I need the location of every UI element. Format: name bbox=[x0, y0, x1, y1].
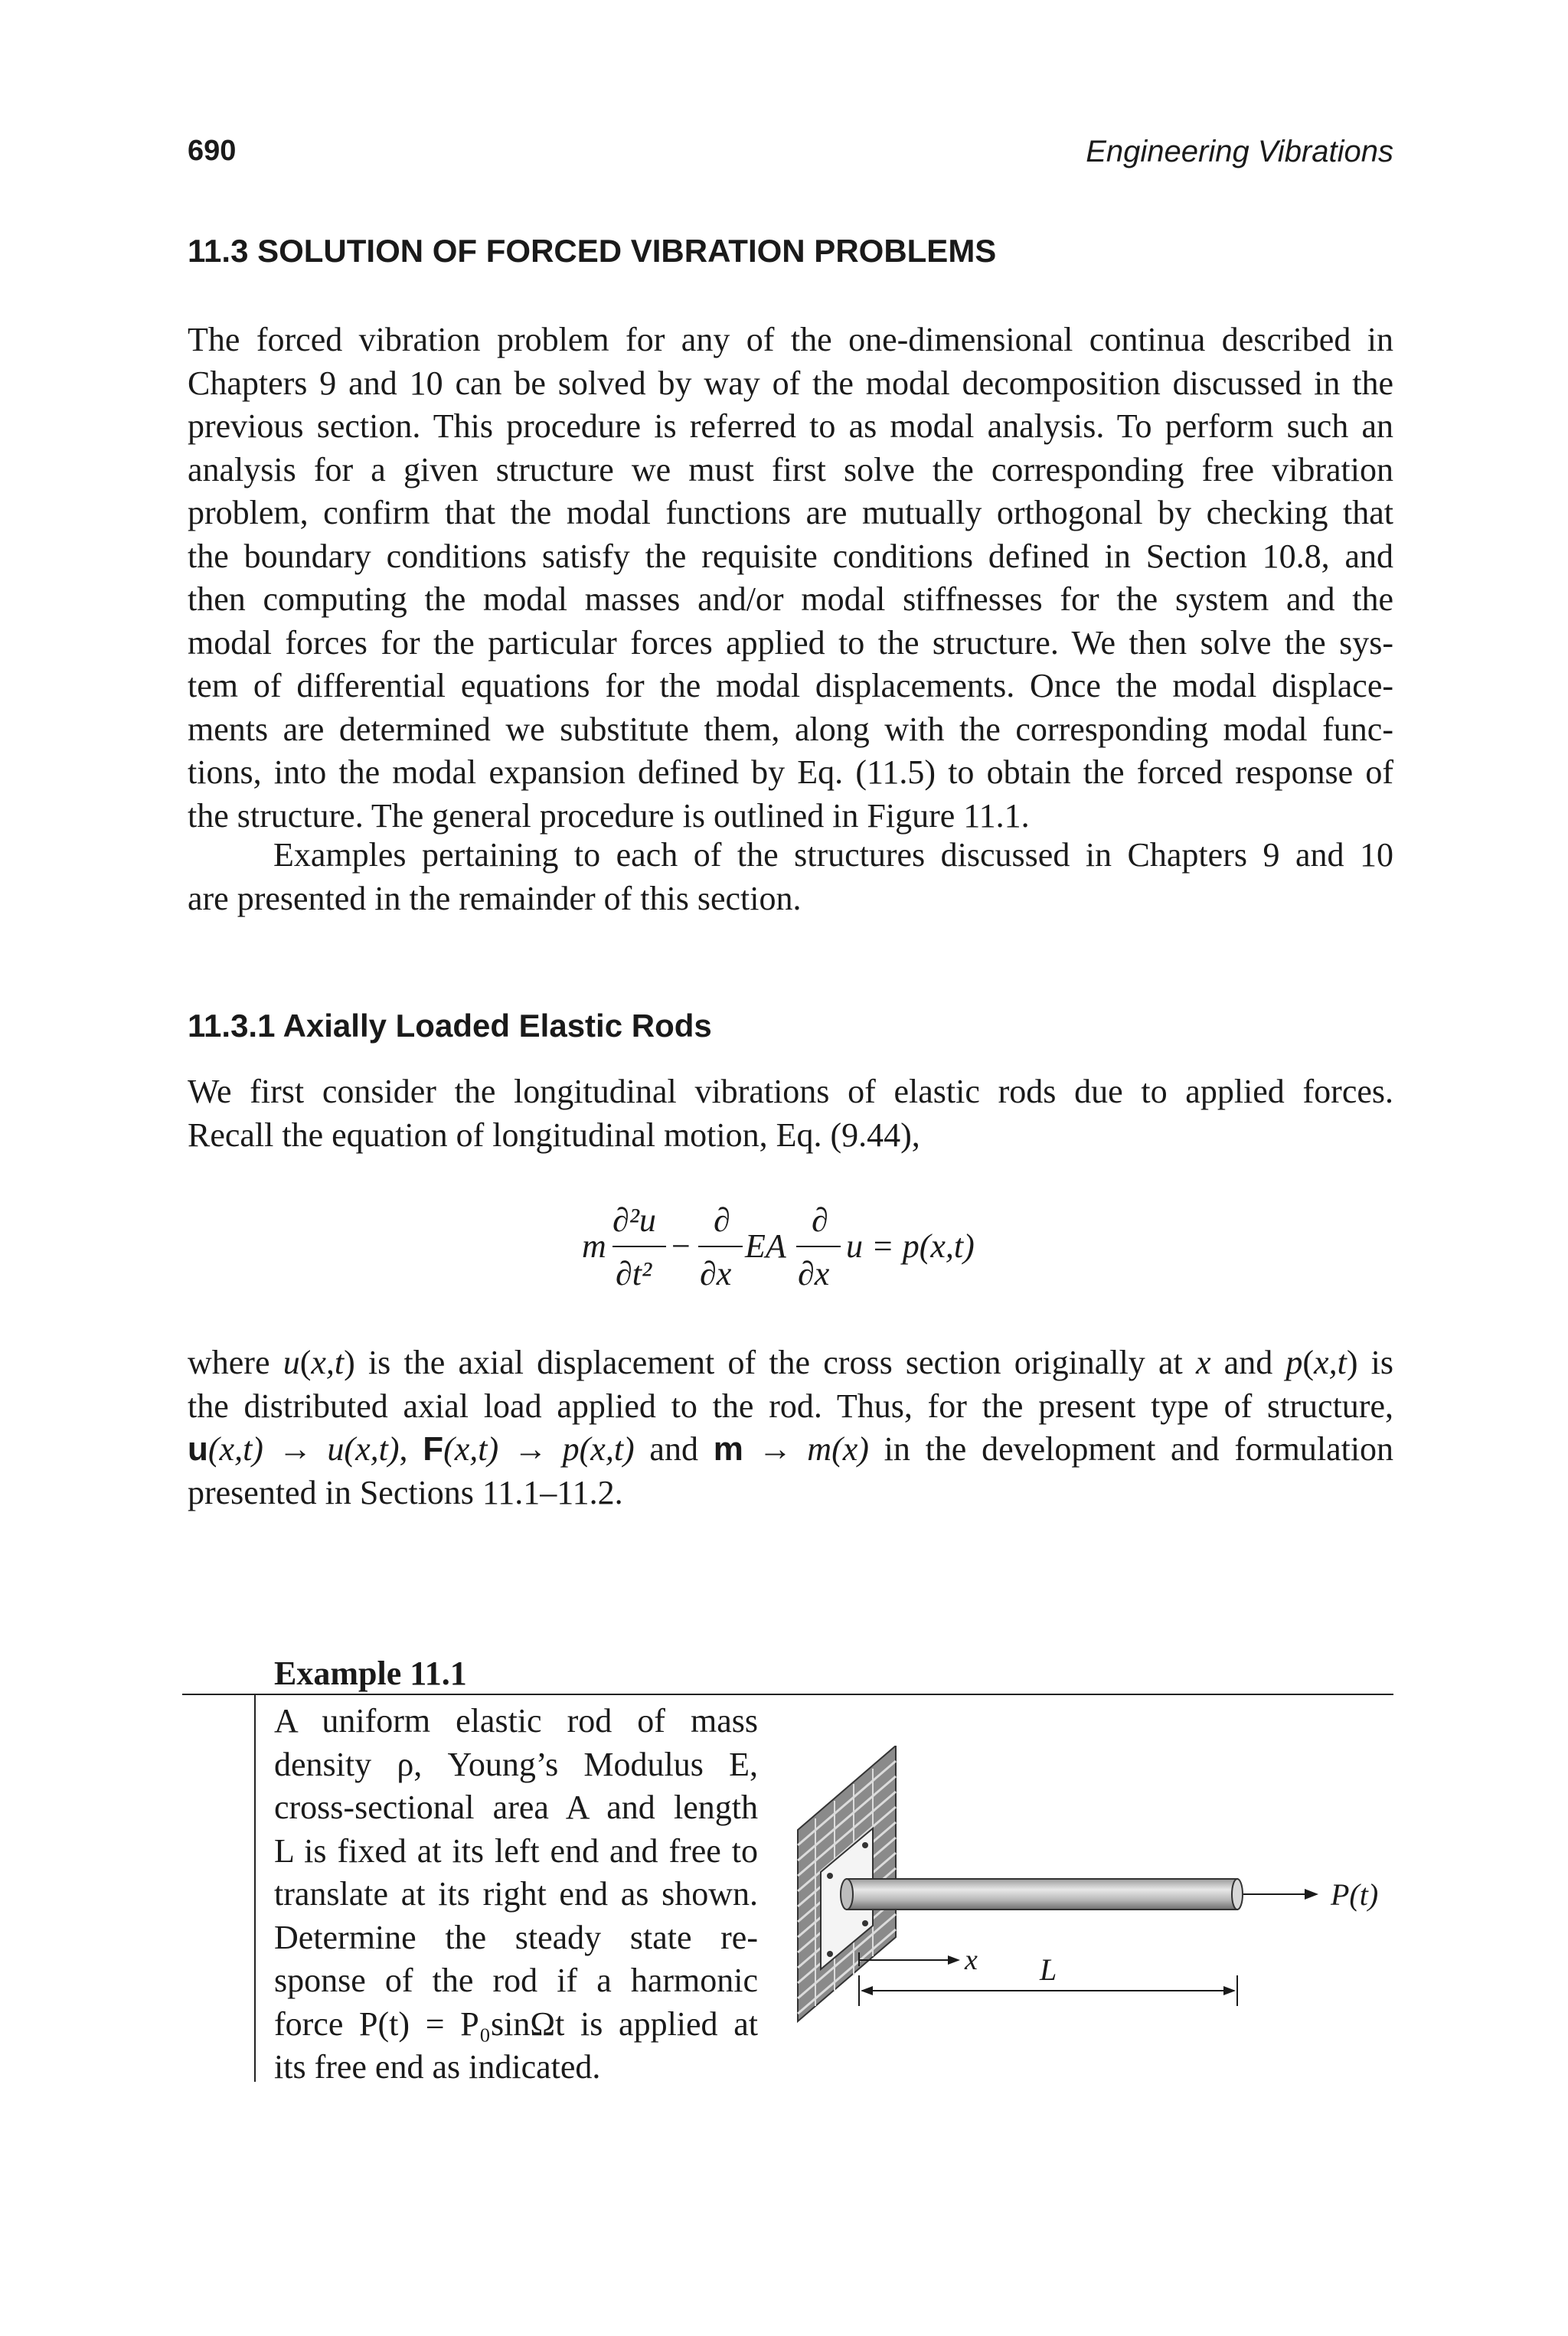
eq-rhs: u = p(x,t) bbox=[846, 1227, 975, 1265]
force-arrow bbox=[1243, 1889, 1318, 1900]
equation-longitudinal-motion bbox=[582, 1194, 1011, 1294]
text-line: where u(x,t) is the axial displacement of the cross section originally at x and p(x,t) is bbox=[188, 1344, 1394, 1381]
force-label: P(t) bbox=[1331, 1877, 1378, 1912]
text-line: cross-sectional area A and length bbox=[274, 1789, 758, 1826]
text-line: the distributed axial load applied to the rod. Thus, for the present type of structure, bbox=[188, 1387, 1393, 1425]
text-line: Recall the equation of longitudinal motion, Eq. (9.44), bbox=[188, 1116, 920, 1154]
eq-denominator-dx: ∂x bbox=[798, 1255, 830, 1292]
subsection-intro bbox=[188, 1070, 1393, 1157]
example-top-rule bbox=[182, 1694, 1393, 1695]
text-line: presented in Sections 11.1–11.2. bbox=[188, 1473, 623, 1511]
running-header-title: Engineering Vibrations bbox=[1086, 135, 1393, 168]
example-title: Example 11.1 bbox=[274, 1655, 467, 1692]
text-line: then computing the modal masses and/or modal stiffnesses for the system and the bbox=[188, 580, 1393, 618]
text-line: the structure. The general procedure is outlined in Figure 11.1. bbox=[188, 796, 1030, 835]
text-line: A uniform elastic rod of mass bbox=[274, 1702, 758, 1740]
text-line: L is fixed at its left end and free to bbox=[274, 1831, 758, 1870]
text-line: ments are determined we substitute them, along with the corresponding modal func- bbox=[188, 710, 1393, 748]
rod-diagram-figure bbox=[796, 1746, 1378, 2037]
text-line: are presented in the remainder of this section. bbox=[188, 879, 802, 917]
text-line: We first consider the longitudinal vibrations of elastic rods due to applied forces. bbox=[188, 1073, 1393, 1110]
section-paragraph-1 bbox=[188, 319, 1393, 838]
length-label: L bbox=[1040, 1952, 1057, 1987]
example-left-rule bbox=[254, 1695, 256, 2082]
eq-denominator-dx: ∂x bbox=[700, 1255, 732, 1292]
x-label: x bbox=[965, 1944, 978, 1976]
text-line: translate at its right end as shown. bbox=[274, 1875, 758, 1913]
where-paragraph bbox=[188, 1341, 1393, 1514]
section-paragraph-2 bbox=[188, 834, 1393, 920]
text-line: Examples pertaining to each of the structures discussed in Chapters 9 and 10 bbox=[273, 836, 1393, 874]
text-line: previous section. This procedure is referred to as modal analysis. To perform such an bbox=[188, 407, 1393, 445]
eq-numerator-d: ∂ bbox=[714, 1201, 730, 1239]
elastic-rod bbox=[841, 1879, 1243, 1910]
text-line: modal forces for the particular forces applied to the structure. We then solve the sys- bbox=[188, 623, 1393, 662]
eq-minus: − bbox=[671, 1227, 691, 1265]
eq-m: m bbox=[582, 1227, 606, 1265]
eq-denominator-dt2: ∂t² bbox=[616, 1255, 652, 1292]
example-statement bbox=[274, 1700, 758, 2089]
eq-EA: EA bbox=[745, 1227, 786, 1265]
text-line: analysis for a given structure we must first solve the corresponding free vibration bbox=[188, 450, 1393, 488]
subsection-heading: 11.3.1 Axially Loaded Elastic Rods bbox=[188, 1008, 712, 1044]
text-line: the boundary conditions satisfy the requisite conditions defined in Section 10.8, and bbox=[188, 537, 1393, 575]
text-line: density ρ, Young’s Modulus E, bbox=[274, 1745, 758, 1783]
text-line: u(x,t) → u(x,t), F(x,t) → p(x,t) and m → m(x) in the development and formulation bbox=[188, 1430, 1394, 1468]
eq-numerator-d2u: ∂²u bbox=[612, 1201, 656, 1239]
text-line: Determine the steady state re- bbox=[274, 1918, 758, 1956]
text-line: its free end as indicated. bbox=[274, 2048, 601, 2086]
section-heading: 11.3 SOLUTION OF FORCED VIBRATION PROBLEMS bbox=[188, 233, 997, 269]
text-line: force P(t) = P₀sinΩt is applied at bbox=[274, 2004, 758, 2043]
text-line: sponse of the rod if a harmonic bbox=[274, 1962, 758, 1999]
text-line: tions, into the modal expansion defined by Eq. (11.5) to obtain the forced response of bbox=[188, 753, 1393, 791]
text-line: Chapters 9 and 10 can be solved by way of the modal decomposition discussed in the bbox=[188, 364, 1393, 402]
page-number: 690 bbox=[188, 135, 237, 167]
eq-numerator-d: ∂ bbox=[812, 1201, 828, 1239]
text-line: tem of differential equations for the modal displacements. Once the modal displace- bbox=[188, 667, 1393, 704]
text-line: The forced vibration problem for any of the one-dimensional continua described in bbox=[188, 321, 1393, 358]
text-line: problem, confirm that the modal functions are mutually orthogonal by checking that bbox=[188, 494, 1393, 531]
